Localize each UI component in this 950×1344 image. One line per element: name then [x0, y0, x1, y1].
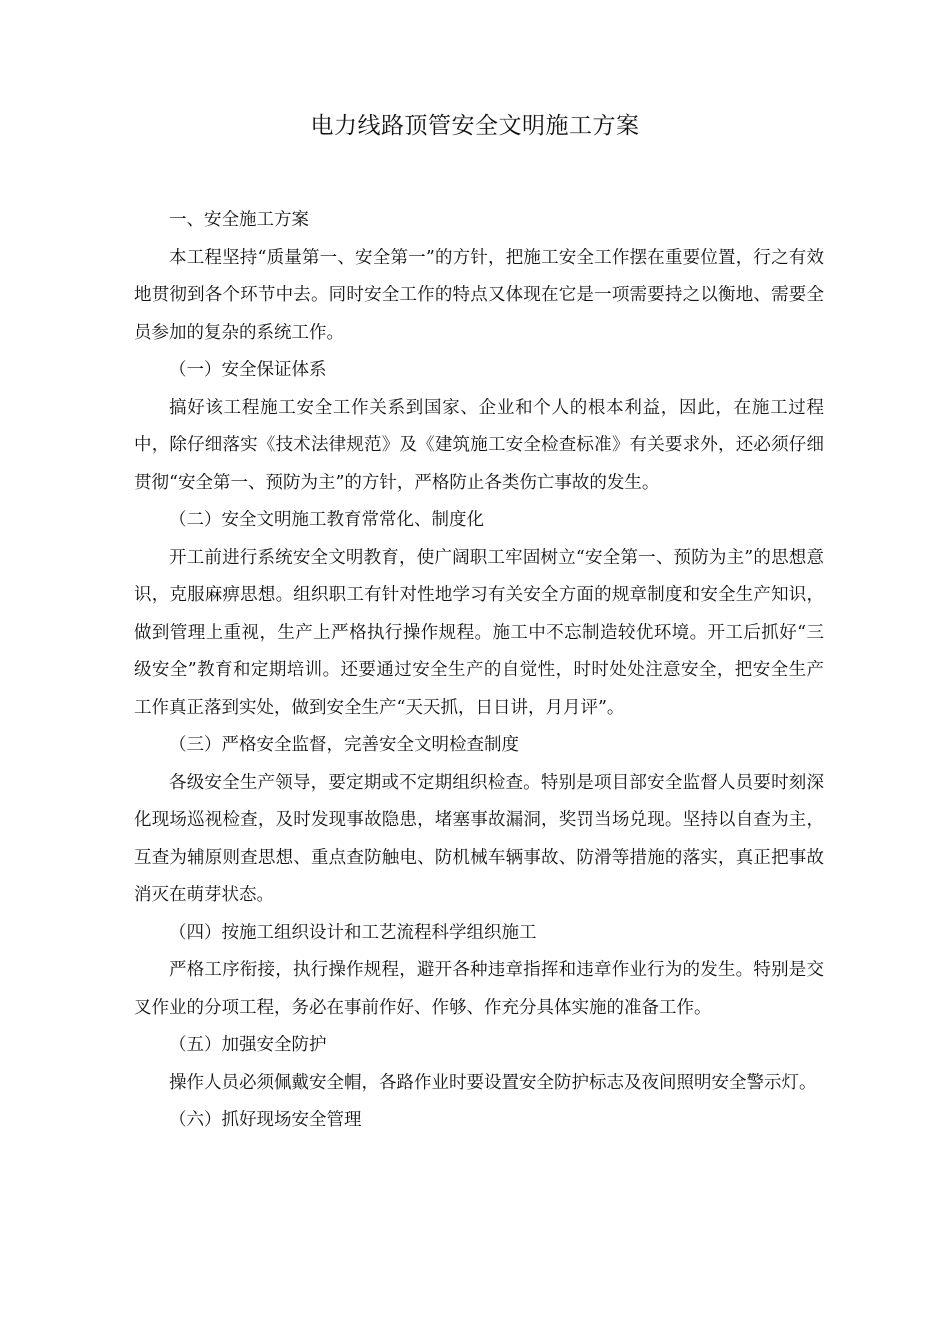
subheading-supervision: （三）严格安全监督，完善安全文明检查制度 [169, 735, 519, 755]
paragraph-protection: 操作人员必须佩戴安全帽，各路作业时要设置安全防护标志及夜间照明安全警示灯。 [169, 1072, 817, 1093]
subheading-organization: （四）按施工组织设计和工艺流程科学组织施工 [169, 922, 537, 943]
subheading-safety-system: （一）安全保证体系 [169, 360, 327, 380]
subheading-site-management: （六）抓好现场安全管理 [169, 1110, 362, 1130]
paragraph-safety-system: 搞好该工程施工安全工作关系到国家、企业和个人的根本利益，因此，在施工过程中，除仔细落实《技术法律规范》及《建筑施工安全检查标准》有关要求外，还必须仔细贯彻“安全第一、预防为主”的方针，严格防止各类伤亡事故的发生。 [134, 397, 824, 493]
subheading-protection: （五）加强安全防护 [169, 1035, 327, 1055]
paragraph-organization: 严格工序衔接，执行操作规程，避开各种违章指挥和违章作业行为的发生。特别是交叉作业的分项工程，务必在事前作好、作够、作充分具体实施的准备工作。 [134, 960, 824, 1018]
paragraph-intro: 本工程坚持“质量第一、安全第一”的方针，把施工安全工作摆在重要位置，行之有效地贯彻到各个环节中去。同时安全工作的特点又体现在它是一项需要持之以衡地、需要全员参加的复杂的系统工作。 [134, 247, 824, 343]
paragraph-supervision: 各级安全生产领导，要定期或不定期组织检查。特别是项目部安全监督人员要时刻深化现场巡视检查，及时发现事故隐患，堵塞事故漏洞，奖罚当场兑现。坚持以自查为主，互查为辅原则查思想、重点查防触电、防机械车辆事故、防滑等措施的落实，真正把事故消灭在萌芽状态。 [134, 772, 824, 905]
paragraph-education: 开工前进行系统安全文明教育，使广阔职工牢固树立“安全第一、预防为主”的思想意识，克服麻痹思想。组织职工有针对性地学习有关安全方面的规章制度和安全生产知识，做到管理上重视，生产上严格执行操作规程。施工中不忘制造较优环境。开工后抓好“三级安全”教育和定期培训。还要通过安全生产的自觉性，时时处处注意安全，把安全生产工作真正落到实处，做到安全生产“天天抓，日日讲，月月评”。 [134, 547, 824, 718]
subheading-education: （二）安全文明施工教育常常化、制度化 [169, 510, 484, 530]
document-title: 电力线路顶管安全文明施工方案 [310, 113, 640, 139]
document-body [134, 202, 824, 1140]
section-heading-safety-plan: 一、安全施工方案 [169, 210, 309, 230]
